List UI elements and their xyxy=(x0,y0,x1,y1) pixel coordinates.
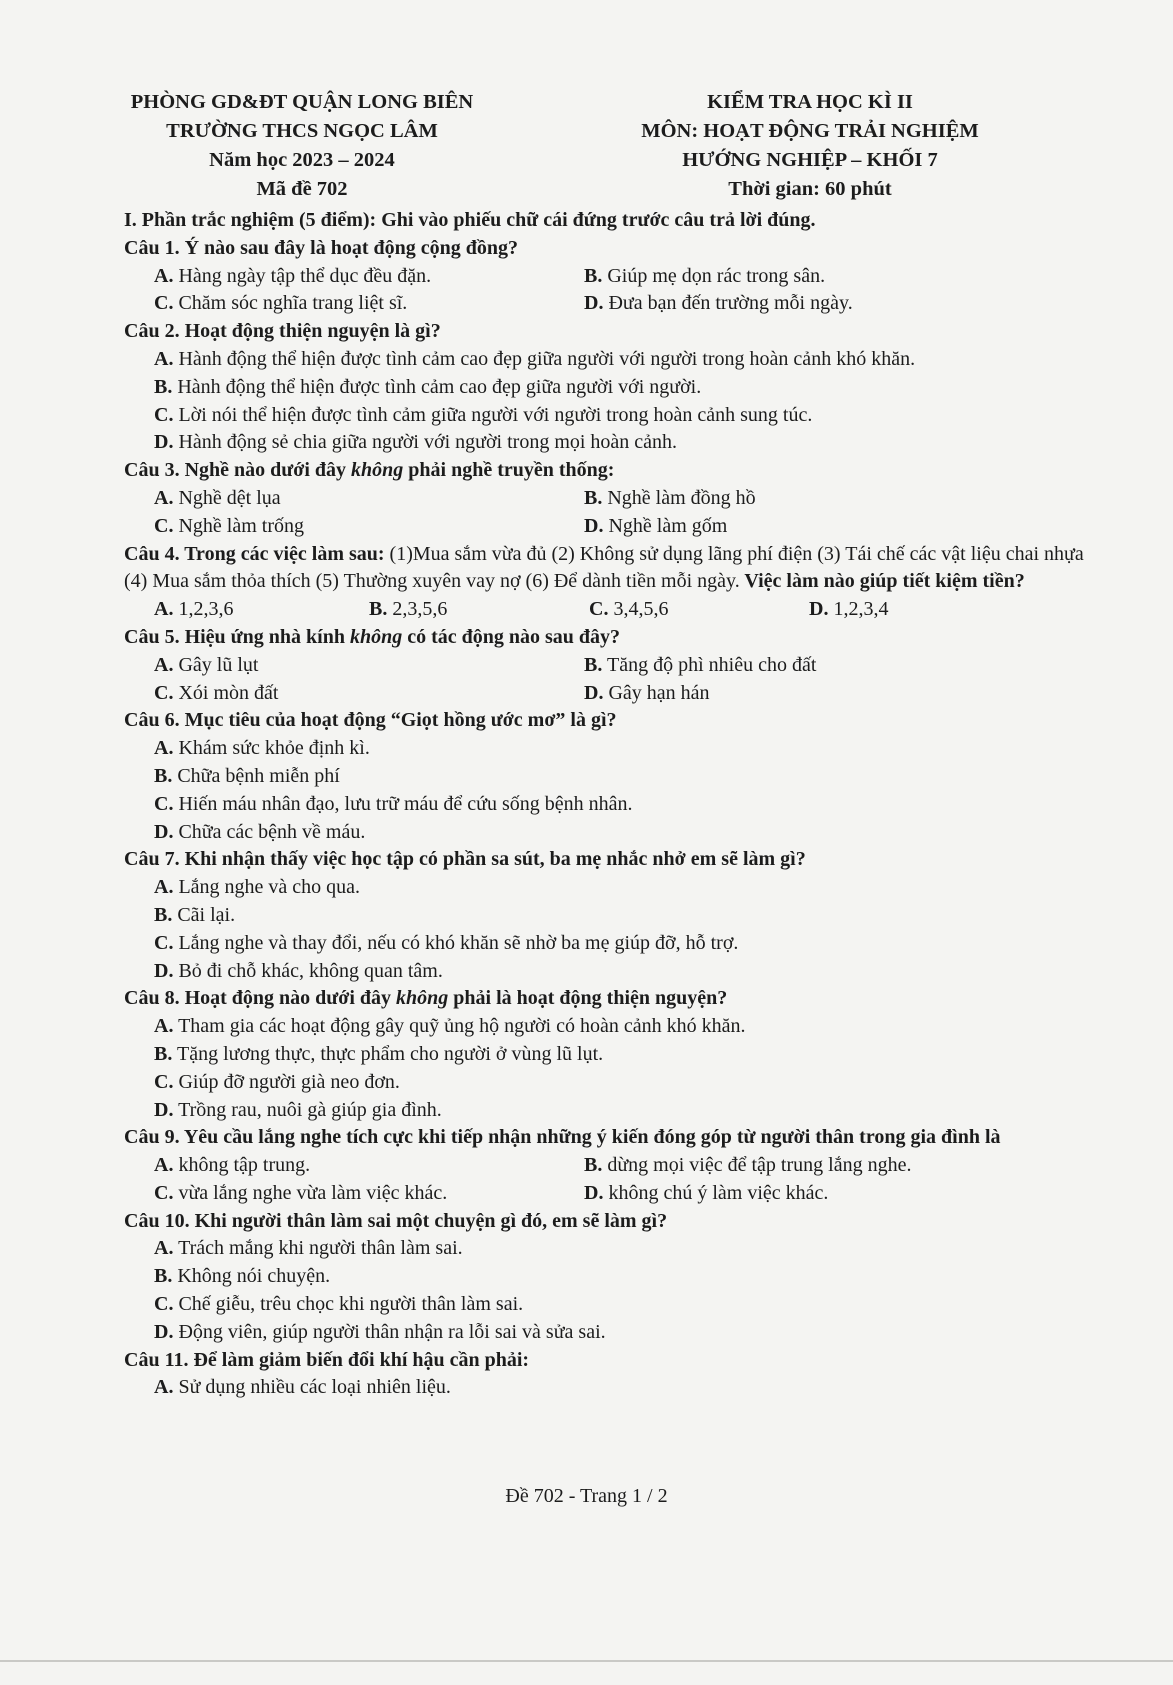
question-3-option-b: B. Nghề làm đồng hồ xyxy=(584,486,756,509)
question-8-title: Câu 8. Hoạt động nào dưới đây không phải là hoạt động thiện nguyện? xyxy=(124,987,728,1010)
question-1-title: Câu 1. Ý nào sau đây là hoạt động cộng đồng? xyxy=(124,236,518,259)
question-4-option-d: D. 1,2,3,4 xyxy=(809,598,889,621)
scan-edge-line xyxy=(0,1660,1173,1662)
question-7-title: Câu 7. Khi nhận thấy việc học tập có phần sa sút, ba mẹ nhắc nhở em sẽ làm gì? xyxy=(124,848,806,871)
question-4-options xyxy=(124,596,1084,624)
question-1-option-d: D. Đưa bạn đến trường mỗi ngày. xyxy=(584,292,853,315)
school-year: Năm học 2023 – 2024 xyxy=(209,149,395,171)
exam-title: KIỂM TRA HỌC KÌ II xyxy=(707,91,913,113)
school-name: TRƯỜNG THCS NGỌC LÂM xyxy=(166,120,438,142)
question-3-option-d: D. Nghề làm gốm xyxy=(584,514,728,537)
question-11-title: Câu 11. Để làm giảm biến đổi khí hậu cần phải: xyxy=(124,1348,530,1371)
question-4-option-a: A. 1,2,3,6 xyxy=(154,598,234,621)
question-9-option-a: A. không tập trung. xyxy=(154,1154,311,1177)
question-3-title: Câu 3. Nghề nào dưới đây không phải nghề truyền thống: xyxy=(124,459,615,482)
question-10-option-a: A. Trách mắng khi người thân làm sai. xyxy=(154,1237,463,1260)
question-8-option-d: D. Trồng rau, nuôi gà giúp gia đình. xyxy=(154,1098,442,1121)
question-11-option-a: A. Sử dụng nhiều các loại nhiên liệu. xyxy=(154,1376,451,1399)
question-8-option-a: A. Tham gia các hoạt động gây quỹ ủng hộ người có hoàn cảnh khó khăn. xyxy=(154,1015,746,1038)
question-10-title: Câu 10. Khi người thân làm sai một chuyện gì đó, em sẽ làm gì? xyxy=(124,1209,668,1232)
question-3-options xyxy=(124,485,1084,541)
question-10-option-c: C. Chế giễu, trêu chọc khi người thân làm sai. xyxy=(154,1293,524,1316)
question-4-option-c: C. 3,4,5,6 xyxy=(589,598,669,621)
question-2-option-d: D. Hành động sẻ chia giữa người với người trong mọi hoàn cảnh. xyxy=(154,431,678,454)
question-7-option-a: A. Lắng nghe và cho qua. xyxy=(154,876,361,899)
subject-name: MÔN: HOẠT ĐỘNG TRẢI NGHIỆM xyxy=(641,120,979,142)
question-2-title: Câu 2. Hoạt động thiện nguyện là gì? xyxy=(124,320,441,343)
question-2-option-c: C. Lời nói thể hiện được tình cảm giữa người với người trong hoàn cảnh sung túc. xyxy=(154,403,813,426)
exam-code: Mã đề 702 xyxy=(256,178,348,200)
school-header xyxy=(82,88,522,204)
question-9-options xyxy=(124,1152,1084,1208)
question-5-option-c: C. Xói mòn đất xyxy=(154,681,279,704)
section-title: I. Phần trắc nghiệm (5 điểm): Ghi vào phiếu chữ cái đứng trước câu trả lời đúng. xyxy=(124,209,816,231)
grade-line: HƯỚNG NGHIỆP – KHỐI 7 xyxy=(682,149,938,171)
department-name: PHÒNG GD&ĐT QUẬN LONG BIÊN xyxy=(130,91,474,113)
question-5-option-b: B. Tăng độ phì nhiêu cho đất xyxy=(584,653,817,676)
question-6-option-d: D. Chữa các bệnh về máu. xyxy=(154,820,366,843)
question-3-option-c: C. Nghề làm trống xyxy=(154,514,304,537)
exam-header xyxy=(580,88,1040,204)
question-2-option-a: A. Hành động thể hiện được tình cảm cao đẹp giữa người với người trong hoàn cảnh khó khăn. xyxy=(154,347,916,370)
question-6-option-c: C. Hiến máu nhân đạo, lưu trữ máu để cứu sống bệnh nhân. xyxy=(154,792,633,815)
question-3-option-a: A. Nghề dệt lụa xyxy=(154,486,281,509)
question-4-text: Câu 4. Trong các việc làm sau: (1)Mua sắm vừa đủ (2) Không sử dụng lãng phí điện (3) Tái chế các vật liệu chai nhựa (4) Mua sắm thỏa thích (5) Thường xuyên vay nợ (6) Để dành tiền mỗi ngày. Việc làm nào giúp tiết kiệm tiền? xyxy=(124,542,1084,593)
question-1-option-b: B. Giúp mẹ dọn rác trong sân. xyxy=(584,264,826,287)
question-5-options xyxy=(124,652,1084,708)
time-limit: Thời gian: 60 phút xyxy=(728,178,892,200)
question-10-option-d: D. Động viên, giúp người thân nhận ra lỗi sai và sửa sai. xyxy=(154,1320,606,1343)
question-7-option-d: D. Bỏ đi chỗ khác, không quan tâm. xyxy=(154,959,443,982)
question-6-title: Câu 6. Mục tiêu của hoạt động “Giọt hồng ước mơ” là gì? xyxy=(124,709,617,732)
question-5-option-d: D. Gây hạn hán xyxy=(584,681,710,704)
question-7-option-b: B. Cãi lại. xyxy=(154,903,236,926)
question-6-option-a: A. Khám sức khỏe định kì. xyxy=(154,737,370,760)
question-4-option-b: B. 2,3,5,6 xyxy=(369,598,448,621)
question-8-option-b: B. Tặng lương thực, thực phẩm cho người ở vùng lũ lụt. xyxy=(154,1042,604,1065)
question-7-option-c: C. Lắng nghe và thay đổi, nếu có khó khăn sẽ nhờ ba mẹ giúp đỡ, hỗ trợ. xyxy=(154,931,739,954)
question-9-option-d: D. không chú ý làm việc khác. xyxy=(584,1181,829,1204)
question-2-option-b: B. Hành động thể hiện được tình cảm cao đẹp giữa người với người. xyxy=(154,375,702,398)
question-1-option-c: C. Chăm sóc nghĩa trang liệt sĩ. xyxy=(154,292,408,315)
question-1-option-a: A. Hàng ngày tập thể dục đều đặn. xyxy=(154,264,432,287)
question-9-option-b: B. dừng mọi việc để tập trung lắng nghe. xyxy=(584,1154,912,1177)
question-8-option-c: C. Giúp đỡ người già neo đơn. xyxy=(154,1070,400,1093)
question-6-option-b: B. Chữa bệnh miễn phí xyxy=(154,764,340,787)
question-10-option-b: B. Không nói chuyện. xyxy=(154,1265,331,1288)
question-5-option-a: A. Gây lũ lụt xyxy=(154,653,259,676)
question-9-option-c: C. vừa lắng nghe vừa làm việc khác. xyxy=(154,1181,448,1204)
question-9-title: Câu 9. Yêu cầu lắng nghe tích cực khi tiếp nhận những ý kiến đóng góp từ người thân trong gia đình là xyxy=(124,1126,1001,1149)
page-footer: Đề 702 - Trang 1 / 2 xyxy=(505,1485,668,1507)
exam-content xyxy=(124,207,1084,1402)
question-1-options xyxy=(124,263,1084,319)
question-5-title: Câu 5. Hiệu ứng nhà kính không có tác động nào sau đây? xyxy=(124,625,621,648)
